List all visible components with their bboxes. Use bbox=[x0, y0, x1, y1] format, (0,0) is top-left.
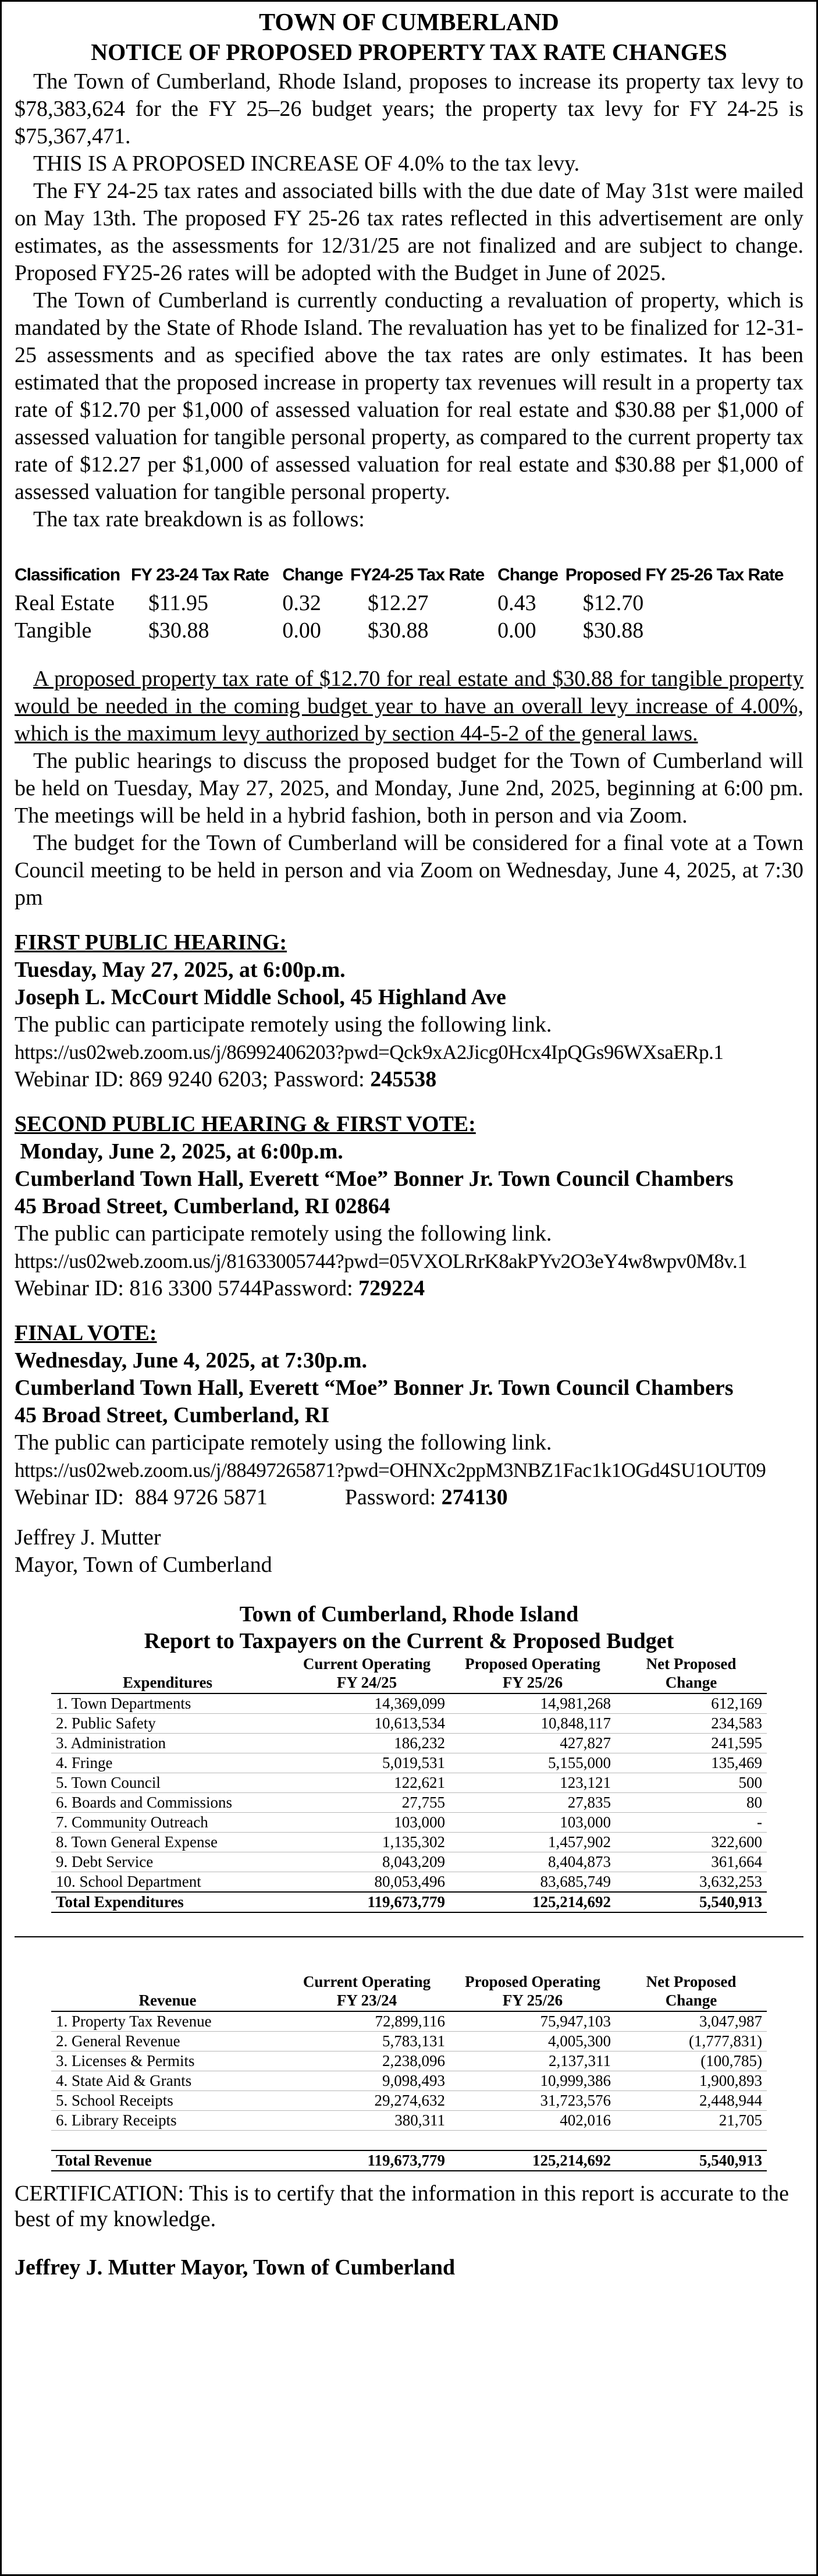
line-item-value: 14,369,099 bbox=[284, 1693, 450, 1714]
mayor-signature bbox=[15, 1524, 803, 1579]
line-item-value: 500 bbox=[616, 1773, 767, 1793]
hearing-date: Wednesday, June 4, 2025, at 7:30p.m. bbox=[15, 1348, 367, 1373]
paragraph-final-vote: The budget for the Town of Cumberland will be considered for a final vote at a Town Council meeting to be held in person and via Zoom on Wednesday, June 4, 2025, at 7:30 pm bbox=[15, 831, 803, 910]
line-item-value: 1,457,902 bbox=[450, 1833, 616, 1852]
webinar-info bbox=[15, 1275, 803, 1302]
rate-col-header: Change bbox=[497, 565, 559, 584]
total-value: 119,673,779 bbox=[284, 2150, 450, 2171]
tax-rate-table bbox=[15, 561, 803, 644]
line-item-value: 1,135,302 bbox=[284, 1833, 450, 1852]
hearing-final-vote bbox=[15, 1320, 803, 1511]
col-header: Revenue bbox=[51, 1991, 284, 2011]
hearing-second bbox=[15, 1111, 803, 1302]
hearing-heading: SECOND PUBLIC HEARING & FIRST VOTE: bbox=[15, 1112, 476, 1136]
line-item-value: 75,947,103 bbox=[450, 2011, 616, 2032]
col-header: Proposed Operating bbox=[465, 1973, 600, 1990]
line-item-value: 2,238,096 bbox=[284, 2051, 450, 2071]
hearing-heading: FINAL VOTE: bbox=[15, 1321, 157, 1345]
rate-cell: $12.27 bbox=[368, 591, 429, 615]
line-item-label: 3. Administration bbox=[51, 1734, 284, 1753]
webinar-info bbox=[15, 1066, 803, 1093]
line-item-label: 5. Town Council bbox=[51, 1773, 284, 1793]
table-header-row bbox=[51, 1972, 767, 1991]
line-item-label: 4. State Aid & Grants bbox=[51, 2071, 284, 2091]
line-item-value: 380,311 bbox=[284, 2111, 450, 2131]
col-header: Proposed Operating bbox=[465, 1655, 600, 1673]
table-row bbox=[51, 1714, 767, 1734]
expenditures-table bbox=[51, 1654, 767, 1913]
mayor-name: Jeffrey J. Mutter bbox=[15, 1525, 161, 1550]
hearing-remote-note: The public can participate remotely using the following link. bbox=[15, 1430, 552, 1455]
paragraph-increase: THIS IS A PROPOSED INCREASE OF 4.0% to the tax levy. bbox=[33, 151, 580, 176]
line-item-value: 5,155,000 bbox=[450, 1753, 616, 1773]
hearing-heading: FIRST PUBLIC HEARING: bbox=[15, 930, 287, 955]
line-item-value: - bbox=[616, 1813, 767, 1833]
line-item-value: 361,664 bbox=[616, 1852, 767, 1872]
rate-cell: 0.00 bbox=[282, 618, 321, 643]
table-row bbox=[51, 1872, 767, 1893]
col-header: Net Proposed bbox=[646, 1655, 737, 1673]
zoom-link[interactable]: https://us02web.zoom.us/j/86992406203?pwd=Qck9xA2Jicg0Hcx4IpQGs96WXsaERp.1 bbox=[15, 1041, 724, 1064]
webinar-id: Webinar ID: 869 9240 6203; Password: bbox=[15, 1067, 371, 1092]
line-item-value: 10,999,386 bbox=[450, 2071, 616, 2091]
zoom-link[interactable]: https://us02web.zoom.us/j/88497265871?pwd=OHNXc2ppM3NBZ1Fac1k1OGd4SU1OUT09 bbox=[15, 1459, 766, 1482]
col-header: Change bbox=[616, 1673, 767, 1693]
rate-col-header: FY 23-24 Tax Rate bbox=[130, 565, 269, 584]
line-item-value: (1,777,831) bbox=[616, 2032, 767, 2051]
line-item-value: 4,005,300 bbox=[450, 2032, 616, 2051]
line-item-value: 14,981,268 bbox=[450, 1693, 616, 1714]
rate-cell: 0.00 bbox=[497, 618, 536, 643]
line-item-value: 31,723,576 bbox=[450, 2091, 616, 2111]
paragraph-proposed-rate: A proposed property tax rate of $12.70 for real estate and $30.88 for tangible property would be needed in the coming budget year to have an overall levy increase of 4.00%, which is the maximum levy authorized by section 44-5-2 of the general laws. bbox=[15, 667, 803, 746]
col-header bbox=[51, 1654, 284, 1673]
line-item-label: 9. Debt Service bbox=[51, 1852, 284, 1872]
hearing-first bbox=[15, 929, 803, 1093]
webinar-password: 274130 bbox=[441, 1485, 508, 1510]
line-item-value: 1,900,893 bbox=[616, 2071, 767, 2091]
table-row bbox=[51, 2032, 767, 2051]
table-header-row bbox=[51, 1654, 767, 1673]
revenue-section bbox=[15, 1972, 803, 2171]
table-spacer-row bbox=[51, 2131, 767, 2151]
table-row bbox=[51, 2071, 767, 2091]
paragraph-levy: The Town of Cumberland, Rhode Island, proposes to increase its property tax levy to $78,383,624 for the FY 25–26 budget years; the property tax levy for FY 24-25 is $75,367,471. bbox=[15, 69, 803, 148]
hearing-date: Monday, June 2, 2025, at 6:00p.m. bbox=[15, 1139, 343, 1164]
line-item-label: 8. Town General Expense bbox=[51, 1833, 284, 1852]
report-title-line2: Report to Taxpayers on the Current & Proposed Budget bbox=[144, 1629, 674, 1653]
rate-cell: Tangible bbox=[15, 618, 92, 643]
line-item-label: 1. Property Tax Revenue bbox=[51, 2011, 284, 2032]
col-header: FY 23/24 bbox=[284, 1991, 450, 2011]
table-row bbox=[51, 1753, 767, 1773]
line-item-label: 7. Community Outreach bbox=[51, 1813, 284, 1833]
table-row bbox=[51, 1734, 767, 1753]
line-item-value: 29,274,632 bbox=[284, 2091, 450, 2111]
line-item-value: 427,827 bbox=[450, 1734, 616, 1753]
webinar-info bbox=[15, 1484, 803, 1511]
line-item-label: 10. School Department bbox=[51, 1872, 284, 1893]
line-item-value: 80,053,496 bbox=[284, 1872, 450, 1893]
spacer-cell bbox=[450, 2131, 616, 2151]
total-row bbox=[51, 1892, 767, 1912]
table-row bbox=[51, 2111, 767, 2131]
line-item-label: 5. School Receipts bbox=[51, 2091, 284, 2111]
rate-cell: $30.88 bbox=[582, 618, 644, 643]
line-item-label: 4. Fringe bbox=[51, 1753, 284, 1773]
line-item-value: (100,785) bbox=[616, 2051, 767, 2071]
line-item-value: 186,232 bbox=[284, 1734, 450, 1753]
line-item-value: 27,835 bbox=[450, 1793, 616, 1813]
line-item-label: 6. Boards and Commissions bbox=[51, 1793, 284, 1813]
line-item-value: 103,000 bbox=[450, 1813, 616, 1833]
hearing-location: Joseph L. McCourt Middle School, 45 Highland Ave bbox=[15, 985, 506, 1009]
line-item-label: 6. Library Receipts bbox=[51, 2111, 284, 2131]
line-item-label: 1. Town Departments bbox=[51, 1693, 284, 1714]
table-row bbox=[15, 617, 803, 644]
line-item-value: 5,019,531 bbox=[284, 1753, 450, 1773]
table-header-row bbox=[51, 1673, 767, 1693]
line-item-value: 123,121 bbox=[450, 1773, 616, 1793]
line-item-label: 2. Public Safety bbox=[51, 1714, 284, 1734]
hearing-address: 45 Broad Street, Cumberland, RI 02864 bbox=[15, 1194, 390, 1218]
rate-cell: $30.88 bbox=[148, 618, 209, 643]
webinar-id: Webinar ID: 816 3300 5744Password: bbox=[15, 1276, 359, 1301]
notice-title: TOWN OF CUMBERLAND bbox=[259, 9, 559, 36]
line-item-value: 8,404,873 bbox=[450, 1852, 616, 1872]
rate-cell: $11.95 bbox=[148, 591, 209, 615]
hearing-remote-note: The public can participate remotely using the following link. bbox=[15, 1221, 552, 1246]
line-item-label: 3. Licenses & Permits bbox=[51, 2051, 284, 2071]
col-header: FY 25/26 bbox=[450, 1991, 616, 2011]
hearing-location: Cumberland Town Hall, Everett “Moe” Bonner Jr. Town Council Chambers bbox=[15, 1167, 734, 1191]
table-row bbox=[51, 1852, 767, 1872]
col-header: FY 25/26 bbox=[450, 1673, 616, 1693]
line-item-value: 322,600 bbox=[616, 1833, 767, 1852]
line-item-value: 83,685,749 bbox=[450, 1872, 616, 1893]
revenue-table bbox=[51, 1972, 767, 2171]
line-item-value: 2,137,311 bbox=[450, 2051, 616, 2071]
rate-col-header: Change bbox=[282, 565, 343, 584]
hearing-date: Tuesday, May 27, 2025, at 6:00p.m. bbox=[15, 958, 346, 982]
total-value: 125,214,692 bbox=[450, 1892, 616, 1912]
mayor-title: Mayor, Town of Cumberland bbox=[15, 1553, 272, 1577]
line-item-value: 122,621 bbox=[284, 1773, 450, 1793]
table-header-row bbox=[51, 1991, 767, 2011]
hearing-location: Cumberland Town Hall, Everett “Moe” Bonner Jr. Town Council Chambers bbox=[15, 1376, 734, 1400]
expenditures-section bbox=[15, 1654, 803, 1937]
line-item-value: 3,047,987 bbox=[616, 2011, 767, 2032]
col-header: Net Proposed bbox=[646, 1973, 737, 1990]
line-item-value: 21,705 bbox=[616, 2111, 767, 2131]
col-header: Current Operating bbox=[303, 1973, 431, 1990]
rate-cell: $12.70 bbox=[582, 591, 644, 615]
paragraph-bills: The FY 24-25 tax rates and associated bills with the due date of May 31st were mailed on May 13th. The proposed FY 25-26 tax rates reflected in this advertisement are only estimates, as the assessments for 12/31/25 are not finalized and are subject to change. Proposed FY25-26 rates will be adopted with the Budget in June of 2025. bbox=[15, 179, 803, 285]
hearing-remote-note: The public can participate remotely using the following link. bbox=[15, 1012, 552, 1037]
total-label: Total Revenue bbox=[51, 2150, 284, 2171]
line-item-value: 10,613,534 bbox=[284, 1714, 450, 1734]
final-signature: Jeffrey J. Mutter Mayor, Town of Cumberland bbox=[15, 2255, 456, 2280]
line-item-value: 241,595 bbox=[616, 1734, 767, 1753]
total-value: 125,214,692 bbox=[450, 2150, 616, 2171]
total-value: 119,673,779 bbox=[284, 1892, 450, 1912]
line-item-value: 103,000 bbox=[284, 1813, 450, 1833]
rate-col-header: Proposed FY 25-26 Tax Rate bbox=[565, 565, 784, 584]
rate-cell: Real Estate bbox=[15, 591, 115, 615]
total-row bbox=[51, 2150, 767, 2171]
line-item-value: 234,583 bbox=[616, 1714, 767, 1734]
total-value: 5,540,913 bbox=[616, 2150, 767, 2171]
col-header: Change bbox=[616, 1991, 767, 2011]
spacer-cell bbox=[51, 2131, 284, 2151]
line-item-value: 72,899,116 bbox=[284, 2011, 450, 2032]
paragraph-revaluation: The Town of Cumberland is currently conducting a revaluation of property, which is mandated by the State of Rhode Island. The revaluation has yet to be finalized for 12-31-25 assessments and as specified above the tax rates are only estimates. It has been estimated that the proposed increase in property tax revenues will result in a property tax rate of $12.70 per $1,000 of assessed valuation for real estate and $30.88 per $1,000 of assessed valuation for tangible personal property, as compared to the current property tax rate of $12.27 per $1,000 of assessed valuation for real estate and $30.88 per $1,000 of assessed valuation for tangible personal property. bbox=[15, 288, 803, 504]
line-item-value: 402,016 bbox=[450, 2111, 616, 2131]
table-row bbox=[51, 2051, 767, 2071]
report-title-line1: Town of Cumberland, Rhode Island bbox=[239, 1602, 579, 1627]
total-label: Total Expenditures bbox=[51, 1892, 284, 1912]
line-item-value: 27,755 bbox=[284, 1793, 450, 1813]
rate-col-header: Classification bbox=[15, 565, 120, 584]
webinar-password: 729224 bbox=[358, 1276, 425, 1301]
zoom-link[interactable]: https://us02web.zoom.us/j/81633005744?pwd=05VXOLRrK8akPYv2O3eY4w8wpv0M8v.1 bbox=[15, 1250, 748, 1273]
report-title bbox=[15, 1601, 803, 1654]
col-header: FY 24/25 bbox=[284, 1673, 450, 1693]
table-row bbox=[15, 590, 803, 617]
table-row bbox=[51, 2011, 767, 2032]
line-item-value: 612,169 bbox=[616, 1693, 767, 1714]
line-item-value: 135,469 bbox=[616, 1753, 767, 1773]
col-header: Expenditures bbox=[51, 1673, 284, 1693]
certification: CERTIFICATION: This is to certify that the information in this report is accurate to the best of my knowledge. bbox=[15, 2181, 789, 2231]
paragraph-hearings: The public hearings to discuss the proposed budget for the Town of Cumberland will be held on Tuesday, May 27, 2025, and Monday, June 2nd, 2025, beginning at 6:00 pm. The meetings will be held in a hybrid fashion, both in person and via Zoom. bbox=[15, 749, 803, 828]
table-row bbox=[51, 1693, 767, 1714]
tax-rate-header-row bbox=[15, 561, 803, 590]
line-item-value: 8,043,209 bbox=[284, 1852, 450, 1872]
webinar-id: Webinar ID: 884 9726 5871 Password: bbox=[15, 1485, 442, 1510]
hearing-address: 45 Broad Street, Cumberland, RI bbox=[15, 1403, 330, 1427]
col-header bbox=[51, 1972, 284, 1991]
total-value: 5,540,913 bbox=[616, 1892, 767, 1912]
line-item-value: 9,098,493 bbox=[284, 2071, 450, 2091]
line-item-value: 10,848,117 bbox=[450, 1714, 616, 1734]
paragraph-breakdown-intro: The tax rate breakdown is as follows: bbox=[33, 507, 365, 532]
table-row bbox=[51, 2091, 767, 2111]
notice-subtitle: NOTICE OF PROPOSED PROPERTY TAX RATE CHANGES bbox=[91, 39, 727, 65]
line-item-label: 2. General Revenue bbox=[51, 2032, 284, 2051]
table-row bbox=[51, 1813, 767, 1833]
rate-cell: 0.43 bbox=[497, 591, 536, 615]
table-row bbox=[51, 1793, 767, 1813]
rate-col-header: FY24-25 Tax Rate bbox=[350, 565, 485, 584]
col-header: Current Operating bbox=[303, 1655, 431, 1673]
line-item-value: 2,448,944 bbox=[616, 2091, 767, 2111]
rate-cell: 0.32 bbox=[282, 591, 321, 615]
line-item-value: 3,632,253 bbox=[616, 1872, 767, 1893]
line-item-value: 80 bbox=[616, 1793, 767, 1813]
spacer-cell bbox=[284, 2131, 450, 2151]
spacer-cell bbox=[616, 2131, 767, 2151]
table-row bbox=[51, 1773, 767, 1793]
webinar-password: 245538 bbox=[370, 1067, 437, 1092]
line-item-value: 5,783,131 bbox=[284, 2032, 450, 2051]
table-row bbox=[51, 1833, 767, 1852]
rate-cell: $30.88 bbox=[368, 618, 429, 643]
